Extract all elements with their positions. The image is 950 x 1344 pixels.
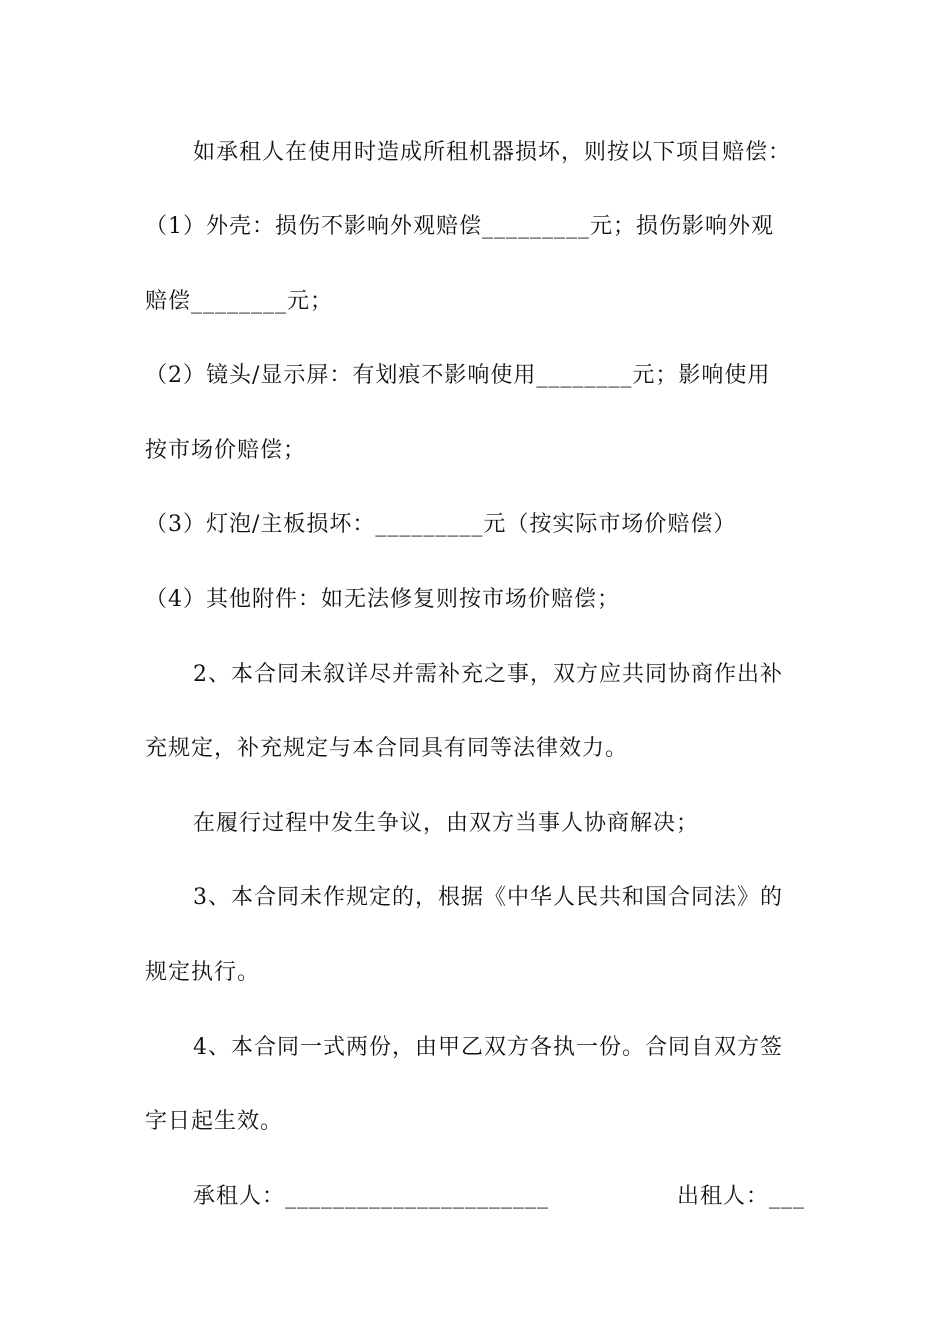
paragraph-item-2-line-1: （2）镜头/显示屏：有划痕不影响使用________元；影响使用 [145,363,771,388]
paragraph-damage-intro: 如承租人在使用时造成所租机器损坏，则按以下项目赔偿： [193,140,792,165]
paragraph-item-1-line-2: 赔偿________元； [145,289,334,314]
paragraph-clause-3-line-2: 规定执行。 [145,960,261,985]
paragraph-clause-2-line-1: 2、本合同未叙详尽并需补充之事，双方应共同协商作出补 [193,662,783,687]
signature-lessee: 承租人：______________________ [193,1184,550,1209]
paragraph-clause-4-line-2: 字日起生效。 [145,1109,284,1134]
paragraph-item-3: （3）灯泡/主板损坏：_________元（按实际市场价赔偿） [145,512,737,537]
signature-lessor: 出租人：___ [677,1184,806,1209]
paragraph-clause-2-line-2: 充规定，补充规定与本合同具有同等法律效力。 [145,736,629,761]
paragraph-item-2-line-2: 按市场价赔偿； [145,438,307,463]
paragraph-item-4: （4）其他附件：如无法修复则按市场价赔偿； [145,587,620,612]
paragraph-dispute: 在履行过程中发生争议，由双方当事人协商解决； [193,811,700,836]
paragraph-clause-4-line-1: 4、本合同一式两份，由甲乙双方各执一份。合同自双方签 [193,1035,783,1060]
paragraph-clause-3-line-1: 3、本合同未作规定的，根据《中华人民共和国合同法》的 [193,885,783,910]
paragraph-item-1-line-1: （1）外壳：损伤不影响外观赔偿_________元；损伤影响外观 [145,214,774,239]
